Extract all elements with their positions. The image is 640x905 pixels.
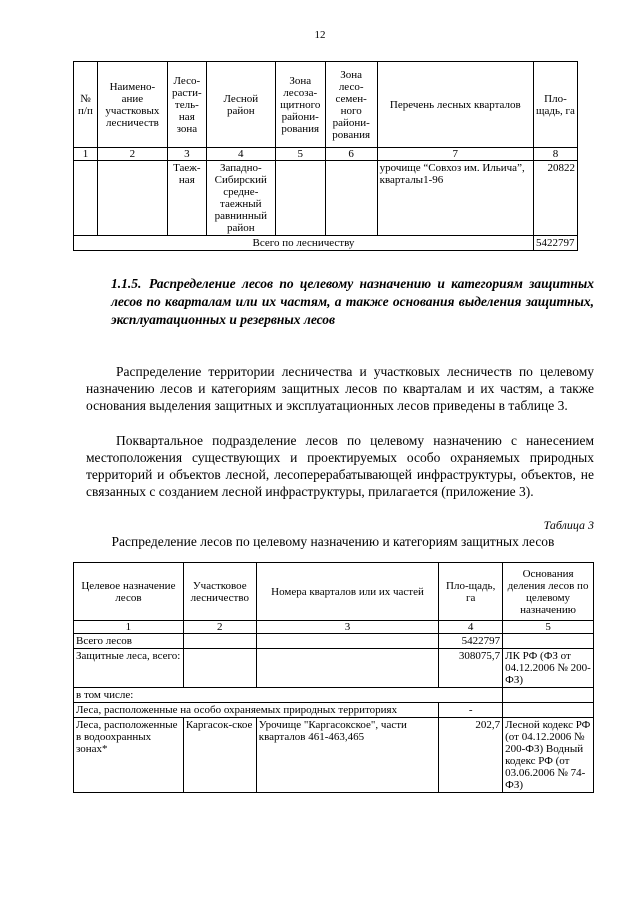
t2-cell-empty: [503, 703, 594, 718]
t1-header-protective-zone: Зона лесоза-щитного райони-рования: [275, 62, 325, 148]
t2-header-basis: Основания деления лесов по целевому назначению: [503, 563, 594, 621]
t2-water-basis: Лесной кодекс РФ (от 04.12.2006 № 200-ФЗ) Водный кодекс РФ (от 03.06.2006 № 74-ФЗ): [503, 718, 594, 793]
t2-cell-empty: [256, 634, 438, 649]
page-number: 12: [314, 29, 326, 41]
t2-cell-empty: [256, 649, 438, 688]
t1-total-row: [74, 236, 578, 251]
t2-row-including: [74, 688, 594, 703]
t2-total-area: 5422797: [439, 634, 503, 649]
t2-water-label: Леса, расположенные в водоохранных зонах*: [74, 718, 184, 793]
t1-header-seed-zone: Зона лесо-семен-ного райони-рования: [325, 62, 377, 148]
t2-total-label: Всего лесов: [74, 634, 184, 649]
t2-header-area: Пло-щадь, га: [439, 563, 503, 621]
distribution-table: [73, 562, 594, 793]
t2-water-area: 202,7: [439, 718, 503, 793]
t1-cell-empty: [97, 161, 167, 236]
paragraph-1: Распределение территории лесничества и участковых лесничеств по целевому назначению лесов и категориям защитных лесов по кварталам и их частям, а также основания выделения защитных и эксплуатационных лесов приведены в таблице 3.: [86, 364, 594, 413]
t1-header-forestry: Наимено-ание участковых лесничеств: [97, 62, 167, 148]
section-number: 1.1.5.: [111, 276, 142, 291]
t2-colnum: 3: [256, 621, 438, 634]
t2-cell-empty: [183, 649, 256, 688]
t1-total-label: Всего по лесничеству: [74, 236, 534, 251]
t1-header-area: Пло-щадь, га: [533, 62, 577, 148]
t2-colnum: 1: [74, 621, 184, 634]
t2-including-label: в том числе:: [74, 688, 503, 703]
paragraph-2: Поквартальное подразделение лесов по целевому назначению с нанесением местоположения существующих и проектируемых особо охраняемых природных территорий и объектов лесной, лесоперерабатывающей инфраструктуры, объектов, не связанных с созданием лесной инфраструктуры, прилагается (приложение 3).: [86, 433, 594, 499]
t2-row-protective: [74, 649, 594, 688]
t2-row-water-zones: [74, 718, 594, 793]
t2-row-protected-areas: [74, 703, 594, 718]
t2-protective-label: Защитные леса, всего:: [74, 649, 184, 688]
t2-protected-label: Леса, расположенные на особо охраняемых природных территориях: [74, 703, 439, 718]
t1-colnum: 4: [206, 148, 275, 161]
forestry-table: [73, 61, 578, 251]
t1-colnum: 8: [533, 148, 577, 161]
t1-cell-empty: [74, 161, 98, 236]
t2-protected-area: -: [439, 703, 503, 718]
t1-cell-empty: [275, 161, 325, 236]
t1-colnum: 6: [325, 148, 377, 161]
t1-cell-zone: Таеж-ная: [167, 161, 206, 236]
t2-header-forestry: Участковое лесничество: [183, 563, 256, 621]
t2-colnum: 5: [503, 621, 594, 634]
t1-colnum: 3: [167, 148, 206, 161]
t1-cell-quarters: урочище “Совхоз им. Ильича”, кварталы1-96: [377, 161, 533, 236]
t1-colnum: 5: [275, 148, 325, 161]
table-title: Распределение лесов по целевому назначению и категориям защитных лесов: [111, 534, 555, 549]
t2-header-quarters: Номера кварталов или их частей: [256, 563, 438, 621]
t1-header-num: № п/п: [74, 62, 98, 148]
table-caption: Таблица 3: [543, 518, 594, 532]
t1-colnum: 1: [74, 148, 98, 161]
t1-header-zone: Лесо-расти-тель-ная зона: [167, 62, 206, 148]
t2-colnum: 2: [183, 621, 256, 634]
t2-row-total: [74, 634, 594, 649]
t1-total-value: 5422797: [533, 236, 577, 251]
section-title: Распределение лесов по целевому назначению и категориям защитных лесов по кварталам или их частям, а также основания выделения защитных, эксплуатационных и резервных лесов: [111, 276, 594, 327]
t2-cell-empty: [183, 634, 256, 649]
t2-protective-area: 308075,7: [439, 649, 503, 688]
t2-cell-empty: [503, 634, 594, 649]
t2-colnum: 4: [439, 621, 503, 634]
t1-cell-area: 20822: [533, 161, 577, 236]
t2-water-forestry: Каргасок-ское: [183, 718, 256, 793]
t1-data-row: [74, 161, 578, 236]
t2-water-quarters: Урочище "Каргасокское", части кварталов 461-463,465: [256, 718, 438, 793]
section-heading: [111, 275, 594, 329]
t1-header-district: Лесной район: [206, 62, 275, 148]
t1-header-quarters: Перечень лесных кварталов: [377, 62, 533, 148]
t2-cell-empty: [503, 688, 594, 703]
t1-cell-district: Западно-Сибирский средне-таежный равнинный район: [206, 161, 275, 236]
t1-cell-empty: [325, 161, 377, 236]
t2-header-purpose: Целевое назначение лесов: [74, 563, 184, 621]
t2-protective-basis: ЛК РФ (ФЗ от 04.12.2006 № 200-ФЗ): [503, 649, 594, 688]
t1-colnum: 2: [97, 148, 167, 161]
t1-colnum: 7: [377, 148, 533, 161]
